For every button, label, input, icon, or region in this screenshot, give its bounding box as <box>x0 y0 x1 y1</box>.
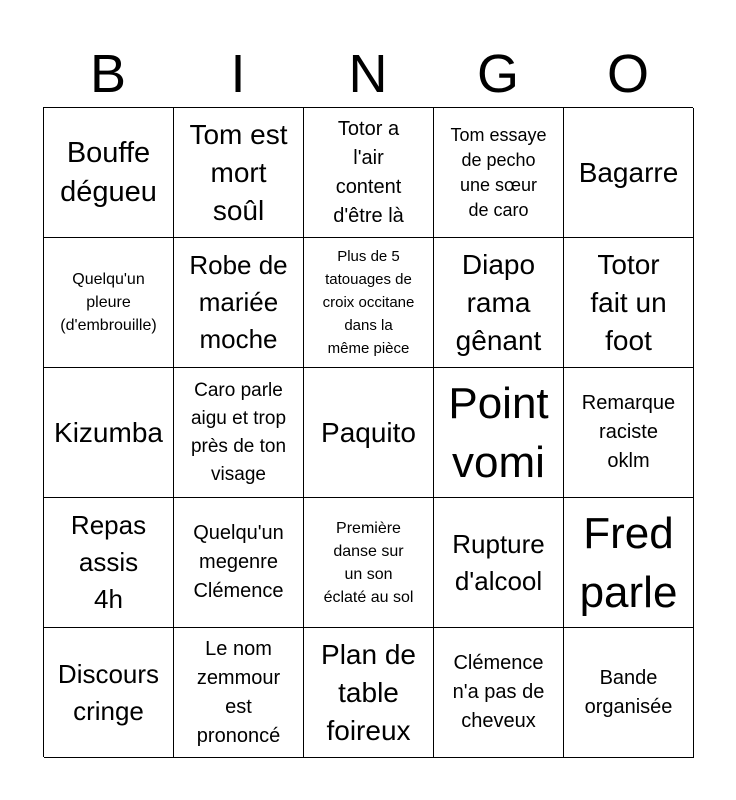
header-letter-o: O <box>606 44 649 104</box>
cell-text: Repas assis 4h <box>70 510 147 614</box>
bingo-cell[interactable] <box>304 498 434 628</box>
cell-text: Remarque raciste oklm <box>581 392 676 472</box>
cell-text: Plus de 5 tatouages de croix occitane dans la même pièce <box>322 248 415 357</box>
bingo-cell[interactable] <box>44 368 174 498</box>
cell-text: Clémence n'a pas de cheveux <box>452 652 545 732</box>
cell-text: Quelqu'un pleure (d'embrouille) <box>60 271 157 334</box>
bingo-cell[interactable] <box>304 108 434 238</box>
cell-text: Caro parle aigu et trop près de ton visage <box>190 379 287 485</box>
bingo-cell[interactable] <box>174 498 304 628</box>
cell-text: Première danse sur un son éclaté au sol <box>323 519 414 606</box>
cell-text: Tom essaye de pecho une sœur de caro <box>450 124 547 220</box>
cell-text: Plan de table foireux <box>321 638 416 746</box>
bingo-cell[interactable] <box>304 628 434 758</box>
cell-text: Kizumba <box>54 416 163 448</box>
header-letter-i: I <box>230 44 246 104</box>
bingo-cell[interactable] <box>174 238 304 368</box>
header-letter-g: G <box>476 44 519 104</box>
cell-text: Discours cringe <box>57 658 160 726</box>
bingo-cell[interactable] <box>304 368 434 498</box>
bingo-cell[interactable] <box>44 108 174 238</box>
header-letter-b: B <box>89 44 127 104</box>
bingo-cell[interactable] <box>174 628 304 758</box>
bingo-cell[interactable] <box>44 238 174 368</box>
bingo-cell[interactable] <box>434 108 564 238</box>
bingo-cell[interactable] <box>564 368 694 498</box>
bingo-cell[interactable] <box>434 368 564 498</box>
cell-text: Le nom zemmour est prononcé <box>196 637 281 747</box>
bingo-cell[interactable] <box>44 628 174 758</box>
bingo-cell[interactable] <box>174 368 304 498</box>
bingo-cell[interactable] <box>434 238 564 368</box>
cell-text: Rupture d'alcool <box>452 528 545 596</box>
cell-text: Bagarre <box>578 156 679 188</box>
cell-text: Robe de mariée moche <box>189 250 288 354</box>
bingo-cell[interactable] <box>434 498 564 628</box>
bingo-cell[interactable] <box>564 498 694 628</box>
cell-text: Fred parle <box>579 508 678 617</box>
bingo-cell[interactable] <box>564 108 694 238</box>
bingo-cell[interactable] <box>304 238 434 368</box>
bingo-header <box>43 42 693 106</box>
bingo-grid <box>43 107 693 757</box>
bingo-cell[interactable] <box>174 108 304 238</box>
bingo-cell[interactable] <box>564 628 694 758</box>
header-letter-n: N <box>348 44 388 104</box>
cell-text: Bouffe dégueu <box>60 136 157 208</box>
cell-text: Quelqu'un megenre Clémence <box>193 522 284 602</box>
bingo-cell[interactable] <box>434 628 564 758</box>
bingo-cell[interactable] <box>44 498 174 628</box>
cell-text: Tom est mort soûl <box>189 118 288 226</box>
cell-text: Point vomi <box>448 378 549 487</box>
cell-text: Diapo rama gênant <box>455 248 542 356</box>
cell-text: Bande organisée <box>584 666 673 718</box>
cell-text: Paquito <box>321 416 416 448</box>
bingo-cell[interactable] <box>564 238 694 368</box>
cell-text: Totor fait un foot <box>590 248 667 356</box>
cell-text: Totor a l'air content d'être là <box>333 117 404 227</box>
